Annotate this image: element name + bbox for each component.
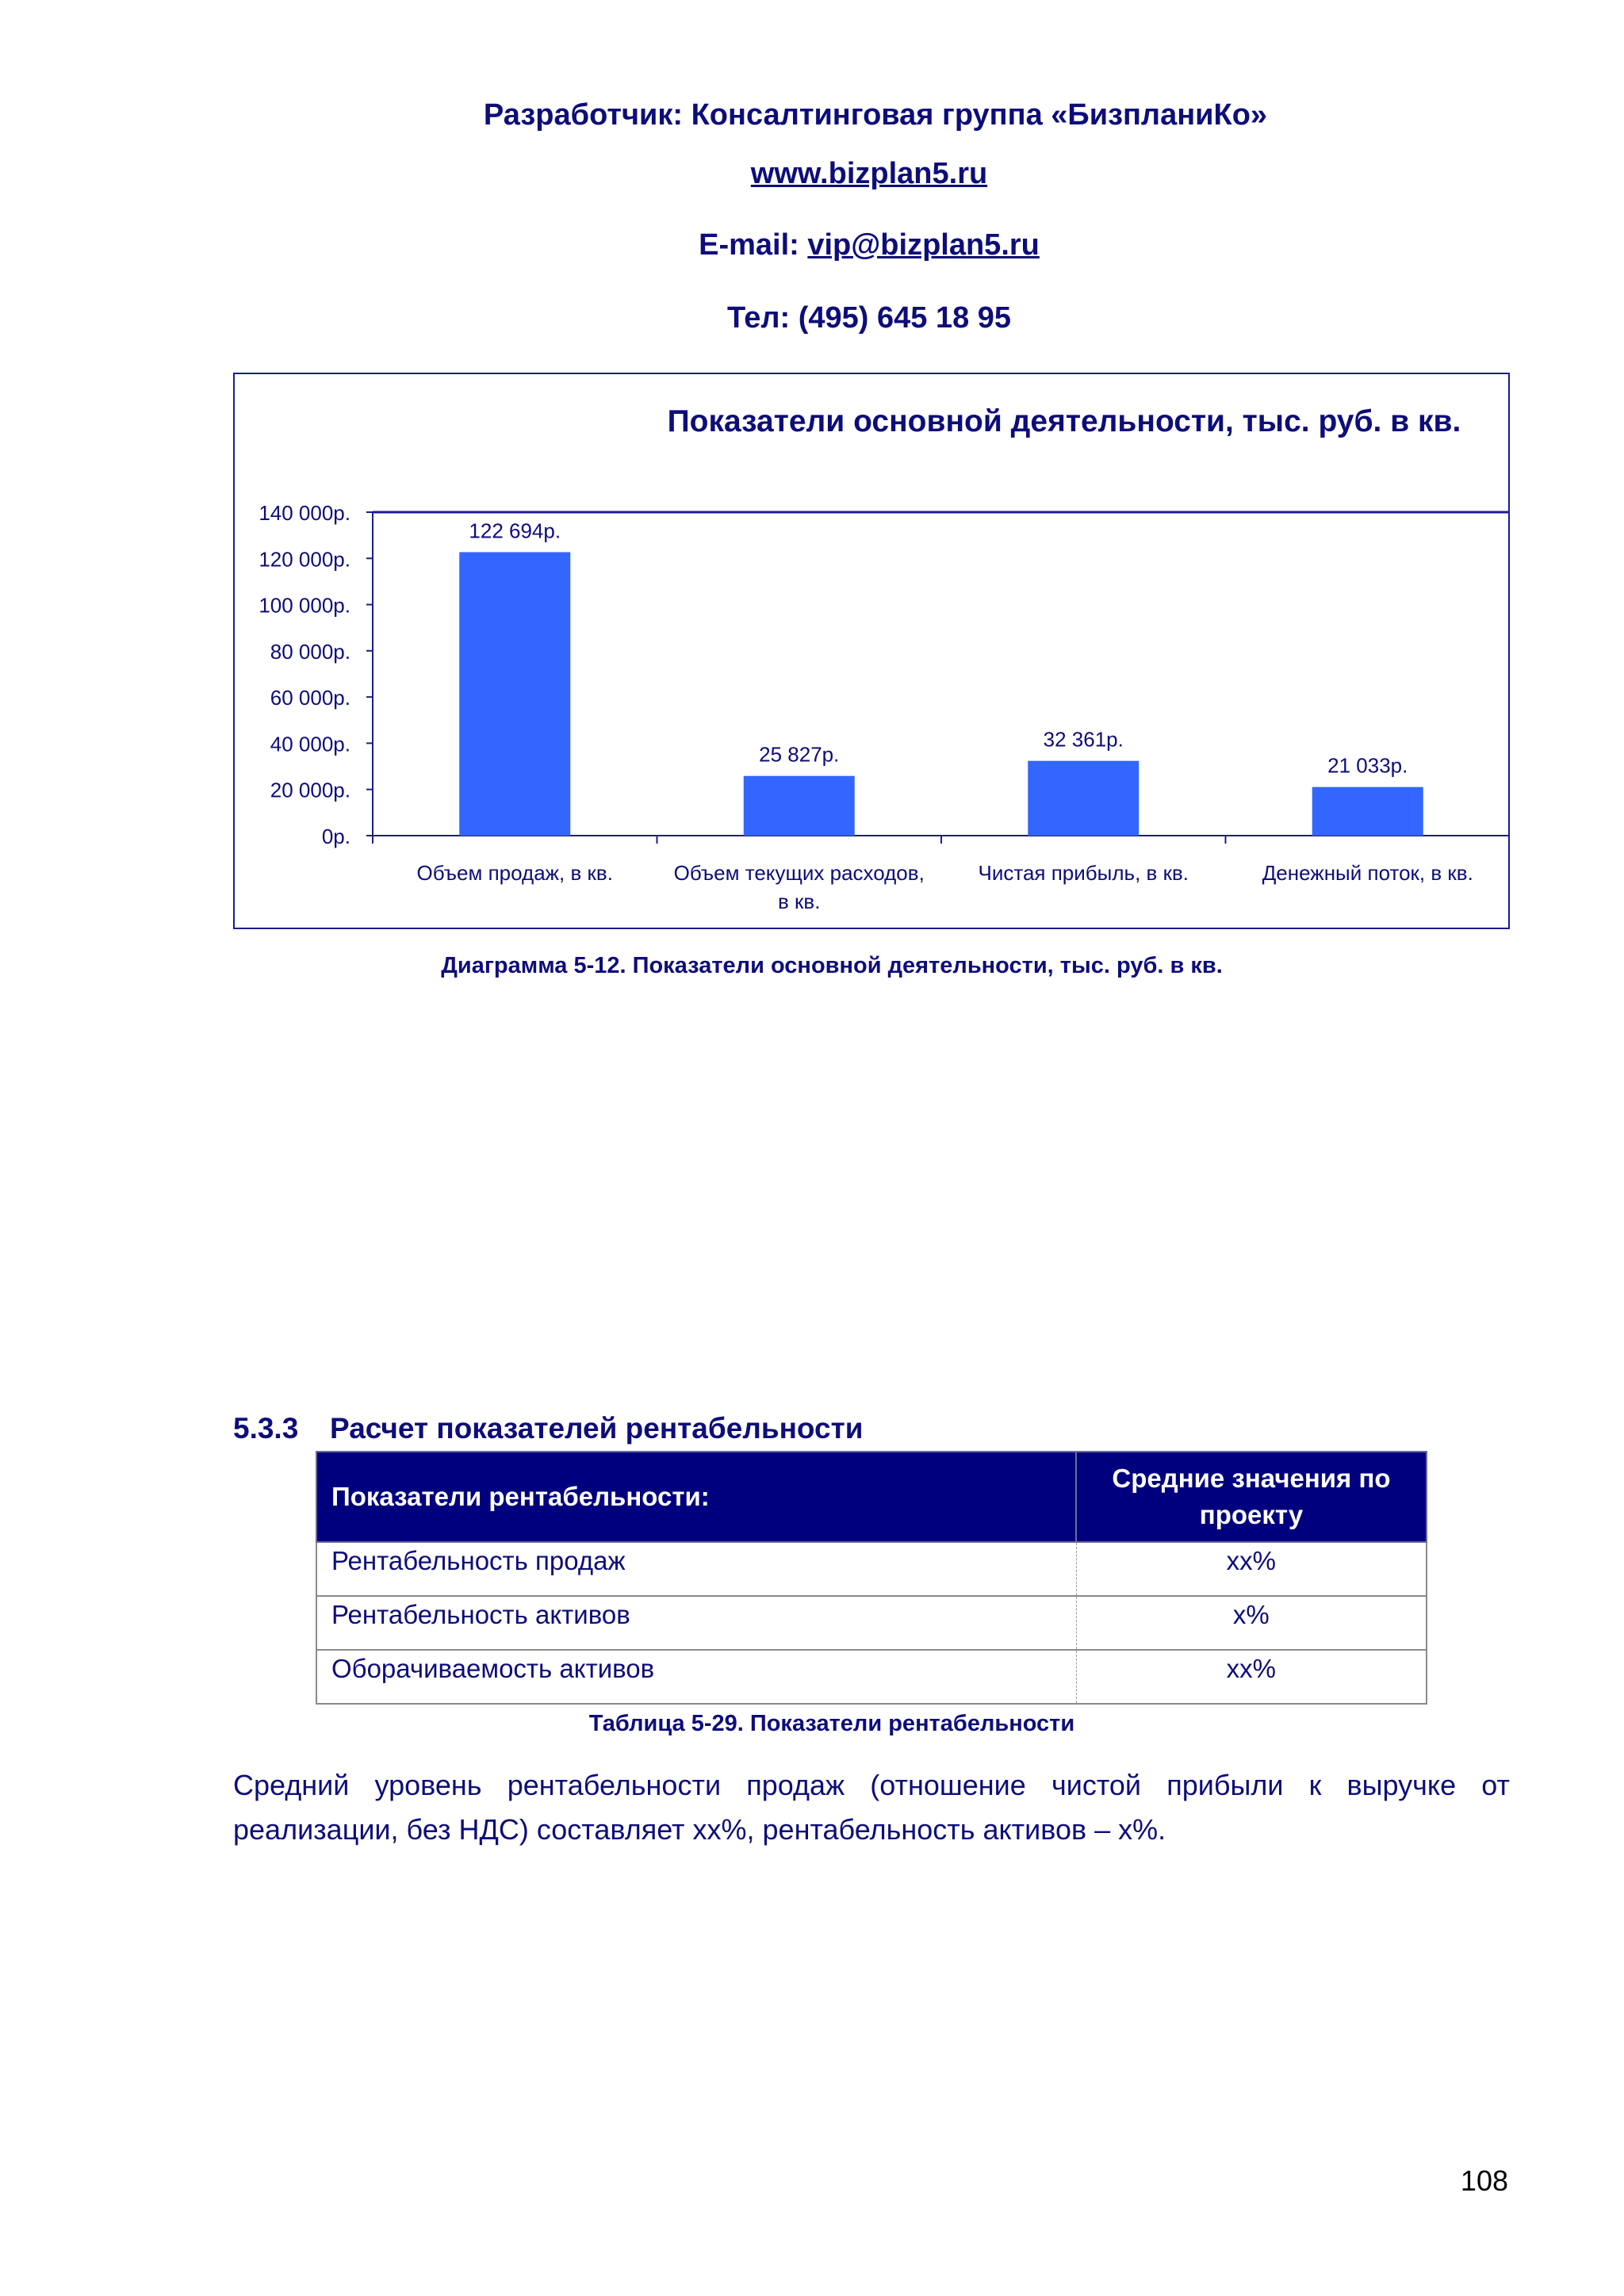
chart-canvas <box>235 374 1508 928</box>
table-cell-value: хх% <box>1076 1542 1427 1596</box>
section-heading <box>233 1411 863 1446</box>
bar-value-label: 25 827р. <box>759 742 840 767</box>
bar-value-label: 32 361р. <box>1043 727 1124 752</box>
y-tick-label: 100 000р. <box>259 593 350 618</box>
table-header-average: Средние значения по проекту <box>1076 1452 1427 1542</box>
bar-value-label: 21 033р. <box>1327 753 1408 778</box>
table-cell-value: х% <box>1076 1596 1427 1650</box>
table-cell-indicator: Рентабельность продаж <box>316 1542 1076 1596</box>
section-number: 5.3.3 <box>233 1412 299 1445</box>
y-tick-label: 0р. <box>321 825 350 848</box>
table-cell-value: хх% <box>1076 1650 1427 1704</box>
x-category-label: Объем текущих расходов, <box>673 861 925 885</box>
bar <box>1312 787 1423 836</box>
table-cell-indicator: Оборачиваемость активов <box>316 1650 1076 1704</box>
phone-line: Тел: (495) 645 18 95 <box>726 301 1012 335</box>
section-title: Расчет показателей рентабельности <box>330 1412 864 1445</box>
y-tick-label: 40 000р. <box>270 732 350 756</box>
y-tick-label: 20 000р. <box>270 778 350 802</box>
x-category-label: в кв. <box>778 890 821 913</box>
table-row <box>316 1542 1427 1596</box>
x-category-label: Денежный поток, в кв. <box>1262 861 1473 885</box>
body-paragraph: Средний уровень рентабельности продаж (отношение чистой прибыли к выручке от реализации, без НДС) составляет хх%, рентабельность активов – х%. <box>233 1769 1510 1846</box>
x-category-label: Чистая прибыль, в кв. <box>978 861 1189 885</box>
x-category-label: Объем продаж, в кв. <box>416 861 613 885</box>
bar-chart <box>233 373 1510 929</box>
developer-heading: Разработчик: Консалтинговая группа «БизпланиКо» <box>483 98 1268 132</box>
email-line <box>57 227 1624 263</box>
website-link[interactable]: www.bizplan5.ru <box>750 157 988 190</box>
email-link[interactable]: vip@bizplan5.ru <box>807 228 1040 262</box>
y-tick-label: 60 000р. <box>270 686 350 710</box>
bar <box>744 776 855 836</box>
chart-title: Показатели основной деятельности, тыс. руб. в кв. <box>667 404 1461 438</box>
table-cell-indicator: Рентабельность активов <box>316 1596 1076 1650</box>
website-line <box>57 155 1624 192</box>
table-caption: Таблица 5-29. Показатели рентабельности <box>588 1711 1075 1736</box>
bar-value-label: 122 694р. <box>469 519 561 543</box>
chart-caption: Диаграмма 5-12. Показатели основной деятельности, тыс. руб. в кв. <box>441 953 1223 978</box>
profitability-table <box>316 1451 1427 1705</box>
y-tick-label: 80 000р. <box>270 639 350 664</box>
table-header-row <box>316 1452 1427 1542</box>
bar <box>1028 761 1139 836</box>
email-label: E-mail: <box>699 228 808 262</box>
y-tick-label: 120 000р. <box>259 547 350 572</box>
table-row <box>316 1596 1427 1650</box>
y-tick-label: 140 000р. <box>259 501 350 525</box>
table-header-indicator: Показатели рентабельности: <box>316 1452 1076 1542</box>
table-row <box>316 1650 1427 1704</box>
page-number: 108 <box>1460 2164 1508 2197</box>
bar <box>459 552 570 836</box>
